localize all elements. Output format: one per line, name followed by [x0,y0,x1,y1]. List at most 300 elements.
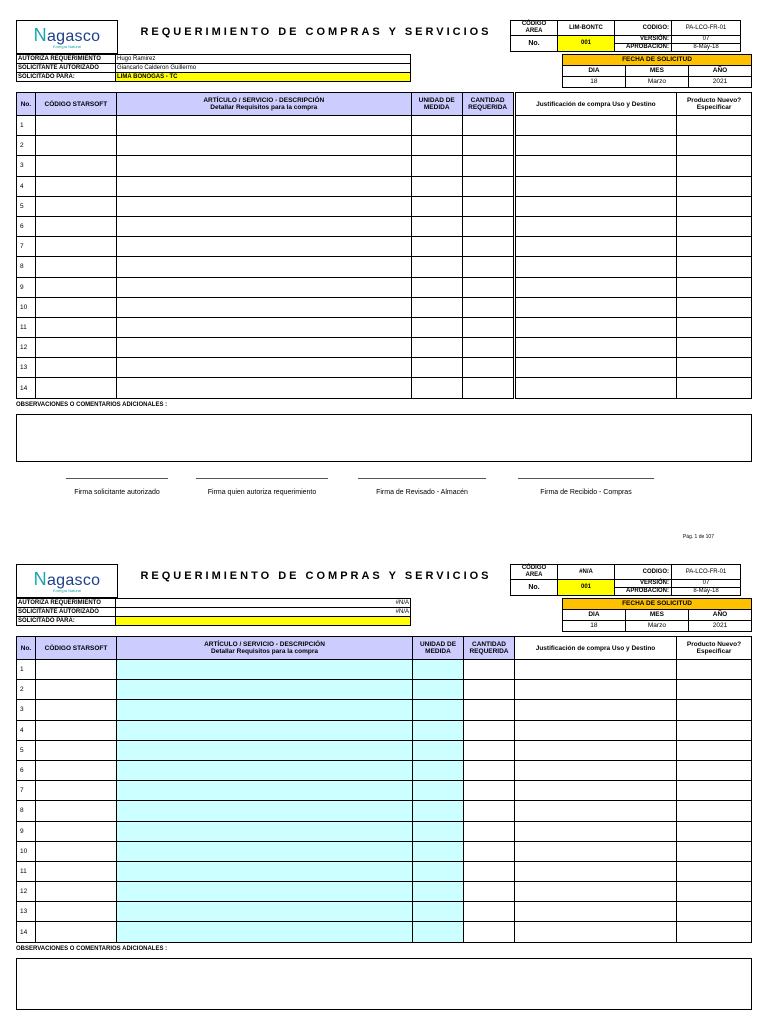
anio-label: AÑO [688,610,751,621]
cantidad-cell[interactable] [464,781,515,801]
producto-nuevo-cell[interactable] [677,257,752,277]
solicitado-para-field[interactable]: LIMA BONOGAS - TC [116,73,411,82]
justificacion-cell[interactable] [515,801,677,821]
producto-nuevo-cell[interactable] [677,378,752,398]
row-number: 6 [17,760,36,780]
requisition-form-2 [16,564,752,1010]
row-number: 13 [17,358,36,378]
unidad-cell[interactable] [413,922,464,942]
codigo-starsoft-cell[interactable] [36,660,117,680]
table-row [17,358,752,378]
solicitante-field[interactable]: #N/A [116,608,411,617]
row-number: 2 [17,680,36,700]
company-logo: Nagasco Energía Natural [16,20,118,54]
articulo-cell[interactable] [116,116,411,136]
dia-label: DIA [563,610,626,621]
codigo-starsoft-cell[interactable] [36,882,117,902]
codigo-area-label: CÓDIGO AREA [511,21,558,36]
justificacion-cell[interactable] [515,882,677,902]
unidad-cell[interactable] [411,338,462,358]
justificacion-cell[interactable] [515,902,677,922]
row-number: 7 [17,237,36,257]
row-number: 8 [17,801,36,821]
cantidad-cell[interactable] [464,861,515,881]
producto-nuevo-cell[interactable] [677,136,752,156]
row-number: 9 [17,821,36,841]
articulo-cell[interactable] [116,317,411,337]
articulo-cell[interactable] [117,760,413,780]
cantidad-cell[interactable] [462,237,514,257]
cantidad-cell[interactable] [462,297,514,317]
producto-nuevo-cell[interactable] [677,720,752,740]
dia-field[interactable]: 18 [563,621,626,632]
version-value: 07 [672,580,741,588]
mes-field[interactable]: Marzo [625,621,688,632]
justificacion-cell[interactable] [515,781,677,801]
autoriza-label: AUTORIZA REQUERIMIENTO [17,599,116,608]
table-row [17,861,752,881]
codigo-starsoft-cell[interactable] [35,378,116,398]
justificacion-cell[interactable] [514,156,677,176]
justificacion-cell[interactable] [514,297,677,317]
table-row [17,760,752,780]
justificacion-cell[interactable] [514,216,677,236]
unidad-cell[interactable] [411,358,462,378]
form-header [16,564,752,629]
codigo-area-label: CÓDIGO AREA [511,565,558,580]
unidad-cell[interactable] [413,882,464,902]
articulo-cell[interactable] [117,821,413,841]
unidad-cell[interactable] [413,700,464,720]
table-row [17,116,752,136]
table-row [17,338,752,358]
justificacion-cell[interactable] [515,760,677,780]
row-number: 12 [17,882,36,902]
row-number: 4 [17,176,36,196]
codigo-starsoft-cell[interactable] [36,922,117,942]
unidad-cell[interactable] [411,317,462,337]
anio-field[interactable]: 2021 [688,77,751,88]
cantidad-cell[interactable] [464,922,515,942]
autoriza-field[interactable]: #N/A [116,599,411,608]
unidad-cell[interactable] [411,216,462,236]
fecha-solicitud-table [562,598,752,632]
table-row [17,297,752,317]
row-number: 10 [17,841,36,861]
row-number: 5 [17,196,36,216]
codigo-starsoft-cell[interactable] [36,861,117,881]
cantidad-cell[interactable] [462,176,514,196]
row-number: 7 [17,781,36,801]
cantidad-cell[interactable] [462,358,514,378]
codigo-starsoft-cell[interactable] [36,902,117,922]
table-row [17,136,752,156]
justificacion-cell[interactable] [514,317,677,337]
aprobacion-label: APROBACION: [615,588,672,596]
cantidad-cell[interactable] [462,116,514,136]
solicitado-para-label: SOLICITADO PARA: [17,617,116,626]
codigo-starsoft-cell[interactable] [35,216,116,236]
cantidad-cell[interactable] [464,700,515,720]
col-codigo-starsoft: CÓDIGO STARSOFT [36,637,117,660]
producto-nuevo-cell[interactable] [677,176,752,196]
articulo-cell[interactable] [117,680,413,700]
table-row [17,720,752,740]
page-number: Pág. 1 de 107 [682,534,714,540]
codigo-value: PA-LCO-FR-01 [672,21,741,36]
cantidad-cell[interactable] [462,338,514,358]
cantidad-cell[interactable] [462,216,514,236]
row-number: 14 [17,378,36,398]
justificacion-cell[interactable] [514,277,677,297]
table-row [17,882,752,902]
unidad-cell[interactable] [413,861,464,881]
cantidad-cell[interactable] [464,680,515,700]
codigo-label: CODIGO: [615,21,672,36]
justificacion-cell[interactable] [515,700,677,720]
row-number: 1 [17,660,36,680]
cantidad-cell[interactable] [462,136,514,156]
unidad-cell[interactable] [411,297,462,317]
cantidad-cell[interactable] [464,821,515,841]
requisition-form-1 [16,20,752,462]
form-header [16,20,752,85]
codigo-area-value[interactable]: LIM-BONTC [558,21,615,36]
codigo-starsoft-cell[interactable] [35,116,116,136]
justificacion-cell[interactable] [515,660,677,680]
articulo-cell[interactable] [116,237,411,257]
solicitado-para-label: SOLICITADO PARA: [17,73,116,82]
codigo-area-value[interactable]: #N/A [558,565,615,580]
articulo-cell[interactable] [117,740,413,760]
fecha-solicitud-label: FECHA DE SOLICITUD [563,55,752,66]
producto-nuevo-cell[interactable] [677,882,752,902]
observaciones-field[interactable] [16,958,752,1010]
codigo-starsoft-cell[interactable] [35,257,116,277]
codigo-starsoft-cell[interactable] [36,680,117,700]
justificacion-cell[interactable] [514,176,677,196]
justificacion-cell[interactable] [514,196,677,216]
justificacion-cell[interactable] [514,338,677,358]
unidad-cell[interactable] [413,781,464,801]
version-value: 07 [672,36,741,44]
unidad-cell[interactable] [413,801,464,821]
items-header-row [17,637,752,660]
signature-revisado[interactable]: Firma de Revisado - Almacén [358,478,486,496]
producto-nuevo-cell[interactable] [677,700,752,720]
col-articulo: ARTÍCULO / SERVICIO - DESCRIPCIÓN Detallar Requisitos para la compra [117,637,413,660]
justificacion-cell[interactable] [514,136,677,156]
cantidad-cell[interactable] [464,882,515,902]
producto-nuevo-cell[interactable] [677,358,752,378]
codigo-starsoft-cell[interactable] [35,358,116,378]
articulo-cell[interactable] [117,841,413,861]
mes-label: MES [625,66,688,77]
articulo-cell[interactable] [116,277,411,297]
articulo-cell[interactable] [116,136,411,156]
row-number: 5 [17,740,36,760]
anio-label: AÑO [688,66,751,77]
producto-nuevo-cell[interactable] [677,116,752,136]
articulo-cell[interactable] [117,660,413,680]
codigo-label: CODIGO: [615,565,672,580]
form-title: REQUERIMIENTO DE COMPRAS Y SERVICIOS [140,570,492,582]
justificacion-cell[interactable] [514,257,677,277]
codigo-starsoft-cell[interactable] [35,176,116,196]
articulo-cell[interactable] [116,297,411,317]
unidad-cell[interactable] [411,116,462,136]
signature-autoriza[interactable]: Firma quien autoriza requerimiento [196,478,328,496]
col-unidad: UNIDAD DE MEDIDA [411,93,462,116]
table-row [17,176,752,196]
col-no: No. [17,93,36,116]
row-number: 4 [17,720,36,740]
row-number: 8 [17,257,36,277]
cantidad-cell[interactable] [462,196,514,216]
col-unidad: UNIDAD DE MEDIDA [413,637,464,660]
no-label: No. [511,36,558,52]
unidad-cell[interactable] [411,176,462,196]
articulo-cell[interactable] [117,902,413,922]
row-number: 12 [17,338,36,358]
items-table [16,92,752,399]
unidad-cell[interactable] [411,156,462,176]
justificacion-cell[interactable] [514,116,677,136]
observaciones-label: OBSERVACIONES O COMENTARIOS ADICIONALES : [16,945,168,952]
codigo-value: PA-LCO-FR-01 [672,565,741,580]
table-row [17,660,752,680]
observaciones-label: OBSERVACIONES O COMENTARIOS ADICIONALES : [16,401,168,408]
unidad-cell[interactable] [413,740,464,760]
cantidad-cell[interactable] [464,841,515,861]
producto-nuevo-cell[interactable] [677,821,752,841]
table-row [17,196,752,216]
cantidad-cell[interactable] [462,317,514,337]
row-number: 3 [17,156,36,176]
col-articulo: ARTÍCULO / SERVICIO - DESCRIPCIÓN Detallar Requisitos para la compra [116,93,411,116]
codigo-starsoft-cell[interactable] [35,297,116,317]
articulo-cell[interactable] [117,720,413,740]
requester-info-table [16,598,411,626]
codigo-starsoft-cell[interactable] [35,237,116,257]
cantidad-cell[interactable] [464,760,515,780]
signature-block [0,478,768,498]
producto-nuevo-cell[interactable] [677,801,752,821]
unidad-cell[interactable] [411,378,462,398]
col-producto-nuevo: Producto Nuevo? Especificar [677,637,752,660]
producto-nuevo-cell[interactable] [677,216,752,236]
articulo-cell[interactable] [116,257,411,277]
table-row [17,740,752,760]
unidad-cell[interactable] [413,720,464,740]
solicitante-field[interactable]: Giancarlo Calderon Guillermo [116,64,411,73]
table-row [17,680,752,700]
observaciones-field[interactable] [16,414,752,462]
producto-nuevo-cell[interactable] [677,680,752,700]
codigo-starsoft-cell[interactable] [35,338,116,358]
justificacion-cell[interactable] [515,922,677,942]
justificacion-cell[interactable] [514,358,677,378]
row-number: 11 [17,861,36,881]
producto-nuevo-cell[interactable] [677,760,752,780]
justificacion-cell[interactable] [515,861,677,881]
table-row [17,317,752,337]
justificacion-cell[interactable] [514,378,677,398]
articulo-cell[interactable] [116,358,411,378]
justificacion-cell[interactable] [515,841,677,861]
mes-label: MES [625,610,688,621]
unidad-cell[interactable] [413,760,464,780]
row-number: 6 [17,216,36,236]
articulo-cell[interactable] [116,196,411,216]
justificacion-cell[interactable] [514,237,677,257]
table-row [17,378,752,398]
producto-nuevo-cell[interactable] [677,277,752,297]
justificacion-cell[interactable] [515,821,677,841]
signature-solicitante[interactable]: Firma solicitante autorizado [66,478,168,496]
col-cantidad: CANTIDAD REQUERIDA [464,637,515,660]
cantidad-cell[interactable] [464,720,515,740]
producto-nuevo-cell[interactable] [677,740,752,760]
producto-nuevo-cell[interactable] [677,156,752,176]
dia-label: DIA [563,66,626,77]
articulo-cell[interactable] [117,922,413,942]
articulo-cell[interactable] [116,338,411,358]
requester-info-table [16,54,411,82]
mes-field[interactable]: Marzo [625,77,688,88]
articulo-cell[interactable] [117,882,413,902]
justificacion-cell[interactable] [515,680,677,700]
cantidad-cell[interactable] [462,378,514,398]
col-cantidad: CANTIDAD REQUERIDA [462,93,514,116]
codigo-starsoft-cell[interactable] [36,740,117,760]
table-row [17,902,752,922]
codigo-starsoft-cell[interactable] [35,136,116,156]
col-justificacion: Justificación de compra Uso y Destino [515,637,677,660]
row-number: 13 [17,902,36,922]
row-number: 2 [17,136,36,156]
unidad-cell[interactable] [411,237,462,257]
unidad-cell[interactable] [411,277,462,297]
unidad-cell[interactable] [413,660,464,680]
row-number: 10 [17,297,36,317]
table-row [17,781,752,801]
row-number: 1 [17,116,36,136]
items-table [16,636,752,943]
fecha-solicitud-label: FECHA DE SOLICITUD [563,599,752,610]
col-producto-nuevo: Producto Nuevo? Especificar [677,93,752,116]
codigo-starsoft-cell[interactable] [36,801,117,821]
articulo-cell[interactable] [117,861,413,881]
no-value[interactable]: 001 [558,36,615,52]
cantidad-cell[interactable] [462,277,514,297]
unidad-cell[interactable] [411,196,462,216]
unidad-cell[interactable] [413,821,464,841]
table-row [17,237,752,257]
producto-nuevo-cell[interactable] [677,781,752,801]
anio-field[interactable]: 2021 [688,621,751,632]
cantidad-cell[interactable] [464,801,515,821]
codigo-starsoft-cell[interactable] [35,317,116,337]
unidad-cell[interactable] [411,136,462,156]
articulo-cell[interactable] [116,156,411,176]
form-codes-table [510,20,741,52]
articulo-cell[interactable] [117,700,413,720]
fecha-solicitud-table [562,54,752,88]
articulo-cell[interactable] [116,176,411,196]
autoriza-field[interactable]: Hugo Ramirez [116,55,411,64]
aprobacion-label: APROBACION: [615,44,672,52]
unidad-cell[interactable] [413,680,464,700]
articulo-cell[interactable] [117,781,413,801]
producto-nuevo-cell[interactable] [677,902,752,922]
producto-nuevo-cell[interactable] [677,317,752,337]
table-row [17,841,752,861]
cantidad-cell[interactable] [462,156,514,176]
producto-nuevo-cell[interactable] [677,922,752,942]
codigo-starsoft-cell[interactable] [36,841,117,861]
solicitante-label: SOLICITANTE AUTORIZADO [17,64,116,73]
no-value[interactable]: 001 [558,580,615,596]
articulo-cell[interactable] [117,801,413,821]
articulo-cell[interactable] [116,378,411,398]
producto-nuevo-cell[interactable] [677,338,752,358]
producto-nuevo-cell[interactable] [677,237,752,257]
producto-nuevo-cell[interactable] [677,660,752,680]
col-justificacion: Justificación de compra Uso y Destino [514,93,677,116]
table-row [17,801,752,821]
unidad-cell[interactable] [411,257,462,277]
producto-nuevo-cell[interactable] [677,297,752,317]
codigo-starsoft-cell[interactable] [36,760,117,780]
unidad-cell[interactable] [413,841,464,861]
dia-field[interactable]: 18 [563,77,626,88]
articulo-cell[interactable] [116,216,411,236]
cantidad-cell[interactable] [464,660,515,680]
signature-recibido[interactable]: Firma de Recibido - Compras [518,478,654,496]
col-no: No. [17,637,36,660]
solicitado-para-field[interactable] [116,617,411,626]
codigo-starsoft-cell[interactable] [36,720,117,740]
cantidad-cell[interactable] [464,902,515,922]
row-number: 14 [17,922,36,942]
unidad-cell[interactable] [413,902,464,922]
row-number: 9 [17,277,36,297]
producto-nuevo-cell[interactable] [677,841,752,861]
table-row [17,156,752,176]
codigo-starsoft-cell[interactable] [35,277,116,297]
codigo-starsoft-cell[interactable] [35,156,116,176]
cantidad-cell[interactable] [464,740,515,760]
company-logo: Nagasco Energía Natural [16,564,118,598]
solicitante-label: SOLICITANTE AUTORIZADO [17,608,116,617]
justificacion-cell[interactable] [515,740,677,760]
codigo-starsoft-cell[interactable] [36,821,117,841]
version-label: VERSIÓN: [615,580,672,588]
table-row [17,216,752,236]
cantidad-cell[interactable] [462,257,514,277]
producto-nuevo-cell[interactable] [677,861,752,881]
codigo-starsoft-cell[interactable] [36,700,117,720]
codigo-starsoft-cell[interactable] [35,196,116,216]
row-number: 11 [17,317,36,337]
codigo-starsoft-cell[interactable] [36,781,117,801]
justificacion-cell[interactable] [515,720,677,740]
table-row [17,257,752,277]
aprobacion-value: 8-May-18 [672,588,741,596]
col-codigo-starsoft: CÓDIGO STARSOFT [35,93,116,116]
producto-nuevo-cell[interactable] [677,196,752,216]
